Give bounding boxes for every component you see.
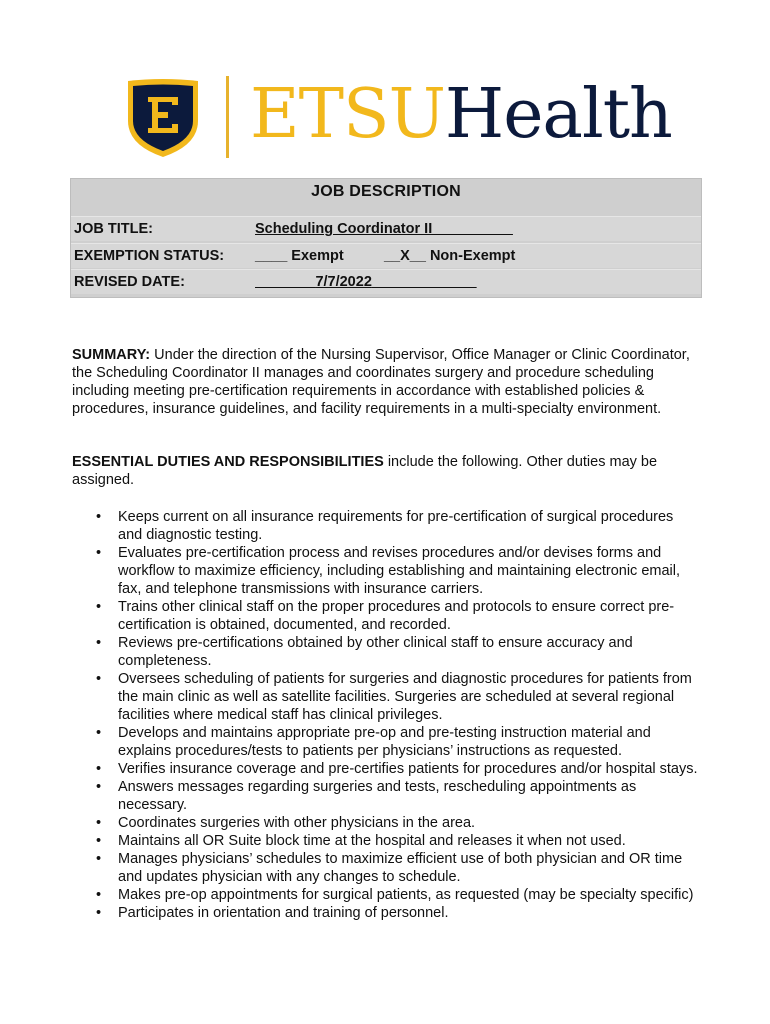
bullet-icon: •	[96, 905, 102, 921]
summary-label: SUMMARY:	[72, 347, 151, 363]
essential-duties-intro	[72, 453, 697, 489]
etsu-shield-icon	[126, 77, 200, 159]
bullet-icon: •	[96, 509, 102, 525]
exemption-status-value	[255, 248, 515, 264]
etsu-health-logo	[126, 74, 672, 164]
bullet-icon: •	[96, 815, 102, 831]
job-description-title: JOB DESCRIPTION	[311, 183, 461, 200]
list-item: • Oversees scheduling of patients for surgeries and diagnostic procedures for patients from the main clinic as well as satellite facilities. Surgeries are scheduled at several regional facilities where medical staff has clinical privileges.	[96, 671, 692, 723]
summary-text: Under the direction of the Nursing Supervisor, Office Manager or Clinic Coordinator, the Scheduling Coordinator II manages and coordinates surgery and procedure scheduling including meeting pre-certification requirements in accordance with established policies & procedures, insurance guidelines, and facility requirements in a multi-specialty environment.	[72, 347, 690, 417]
list-item: • Verifies insurance coverage and pre-certifies patients for procedures and/or hospital stays.	[96, 761, 698, 777]
summary-paragraph	[72, 346, 697, 418]
logo-divider	[226, 76, 229, 158]
revised-date-row	[71, 269, 701, 294]
list-item: • Evaluates pre-certification process and revises procedures and/or devises forms and workflow to maximize efficiency, including establishing and maintaining electronic email, fax, and telephone transmissions with insurance carriers.	[96, 545, 681, 597]
essential-duties-text: include the following. Other duties may be assigned.	[72, 454, 658, 488]
bullet-icon: •	[96, 761, 102, 777]
bullet-icon: •	[96, 725, 102, 741]
brand-primary: ETSU	[250, 75, 445, 154]
bullet-icon: •	[96, 545, 102, 561]
job-title-value: Scheduling Coordinator II__________	[255, 221, 513, 237]
bullet-icon: •	[96, 635, 102, 651]
list-item: • Keeps current on all insurance requirements for pre-certification of surgical procedures and diagnostic testing.	[96, 509, 674, 543]
bullet-icon: •	[96, 833, 102, 849]
list-item: • Maintains all OR Suite block time at the hospital and releases it when not used.	[96, 833, 626, 849]
list-item: • Answers messages regarding surgeries and tests, rescheduling appointments as necessary.	[96, 779, 637, 813]
bullet-icon: •	[96, 851, 102, 867]
list-item: • Manages physicians’ schedules to maximize efficient use of both physician and OR time and updates physician with any changes to schedule.	[96, 851, 683, 885]
list-item: • Coordinates surgeries with other physicians in the area.	[96, 815, 476, 831]
list-item: • Makes pre-op appointments for surgical patients, as requested (may be specialty specific)	[96, 887, 694, 903]
job-title-label: JOB TITLE:	[74, 221, 153, 237]
brand-secondary: Health	[444, 75, 672, 154]
exemption-status-label: EXEMPTION STATUS:	[74, 248, 225, 264]
bullet-icon: •	[96, 671, 102, 687]
list-item: • Participates in orientation and training of personnel.	[96, 905, 449, 921]
essential-duties-label: ESSENTIAL DUTIES AND RESPONSIBILITIES	[72, 454, 384, 470]
exempt-blank: ____	[255, 248, 288, 264]
exemption-status-row	[71, 243, 701, 268]
nonexempt-text: Non-Exempt	[429, 248, 516, 264]
brand-wordmark	[250, 72, 672, 158]
revised-date-value: 7/7/2022	[315, 274, 372, 290]
list-item: • Reviews pre-certifications obtained by other clinical staff to ensure accuracy and completeness.	[96, 635, 633, 669]
bullet-icon: •	[96, 887, 102, 903]
nonexempt-mark: __X__	[383, 248, 426, 264]
job-title-row	[71, 216, 701, 241]
duties-list	[72, 508, 700, 922]
list-item: • Trains other clinical staff on the proper procedures and protocols to ensure correct pre-certification is obtained, documented, and recorded.	[96, 599, 675, 633]
job-description-header	[70, 178, 702, 298]
revised-date-label: REVISED DATE:	[74, 274, 185, 290]
list-item: • Develops and maintains appropriate pre-op and pre-testing instruction material and explains procedures/tests to patients per physicians’ instructions as requested.	[96, 725, 651, 759]
bullet-icon: •	[96, 599, 102, 615]
bullet-icon: •	[96, 779, 102, 795]
exempt-text: Exempt	[291, 248, 344, 264]
